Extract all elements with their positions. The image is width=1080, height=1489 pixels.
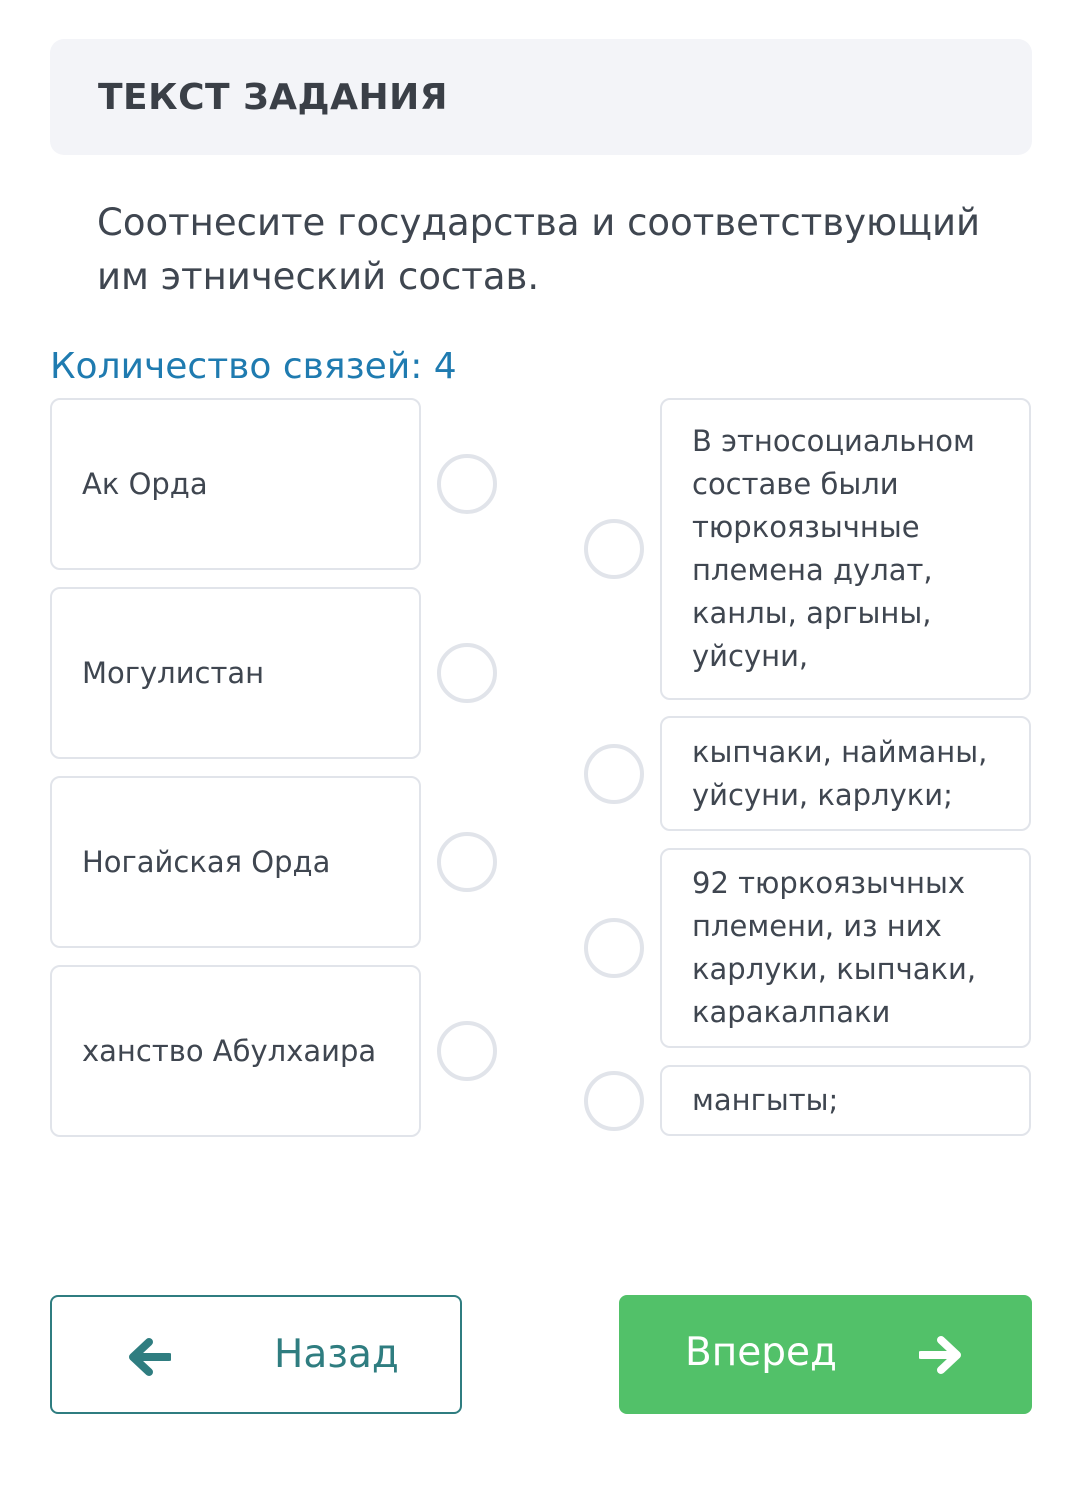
left-item-nogai-orda[interactable] <box>50 776 421 948</box>
left-item-label: Ногайская Орда <box>82 844 331 879</box>
right-item-2[interactable] <box>660 716 1031 831</box>
arrow-right-icon <box>919 1335 963 1375</box>
right-item-label: В этносоциальном составе были тюркоязычные племена дулат, канлы, аргыны, уйсуни, <box>692 424 975 673</box>
left-connector-4[interactable] <box>437 1021 497 1081</box>
arrow-left-icon <box>127 1337 171 1377</box>
left-item-label: ханство Абулхаира <box>82 1033 377 1068</box>
question-text: Соотнесите государства и соответствующий им этнический состав. <box>97 201 981 298</box>
right-connector-1[interactable] <box>584 519 644 579</box>
left-connector-2[interactable] <box>437 643 497 703</box>
right-connector-3[interactable] <box>584 918 644 978</box>
right-item-1[interactable] <box>660 398 1031 700</box>
right-item-label: кыпчаки, найманы, уйсуни, карлуки; <box>692 734 988 812</box>
back-button[interactable] <box>50 1295 462 1414</box>
right-item-3[interactable] <box>660 848 1031 1048</box>
left-connector-3[interactable] <box>437 832 497 892</box>
right-connector-4[interactable] <box>584 1071 644 1131</box>
task-header-title: ТЕКСТ ЗАДАНИЯ <box>98 77 448 118</box>
left-item-label: Ак Орда <box>82 466 208 501</box>
right-item-4[interactable] <box>660 1065 1031 1136</box>
left-item-label: Могулистан <box>82 655 265 690</box>
next-button[interactable] <box>619 1295 1032 1414</box>
back-button-label: Назад <box>274 1332 399 1377</box>
left-item-abulkhair-khanate[interactable] <box>50 965 421 1137</box>
right-item-label: мангыты; <box>692 1083 839 1117</box>
left-item-ak-orda[interactable] <box>50 398 421 570</box>
left-connector-1[interactable] <box>437 454 497 514</box>
left-item-mogulistan[interactable] <box>50 587 421 759</box>
next-button-label: Вперед <box>685 1330 837 1375</box>
links-count: Количество связей: 4 <box>50 346 457 387</box>
right-connector-2[interactable] <box>584 744 644 804</box>
task-header <box>50 39 1032 155</box>
right-item-label: 92 тюркоязычных племени, из них карлуки, кыпчаки, каракалпаки <box>692 866 977 1029</box>
